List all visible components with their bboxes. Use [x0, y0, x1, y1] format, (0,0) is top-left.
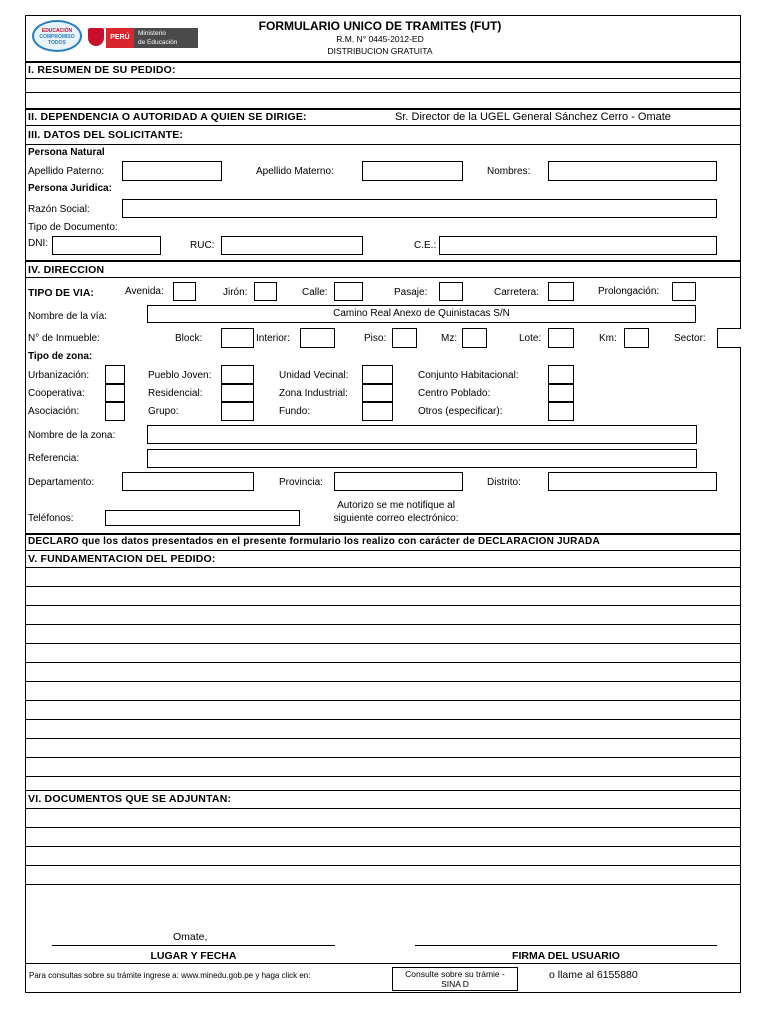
block-label: Block: [175, 333, 203, 344]
consulte-sinad-button[interactable]: Consulte sobre su trámie - SINA D [392, 967, 518, 991]
referencia-input[interactable] [147, 449, 697, 468]
rule [25, 260, 741, 262]
dni-input[interactable] [52, 236, 161, 255]
writing-line [25, 757, 741, 758]
writing-line [25, 586, 741, 587]
asociacion-checkbox[interactable] [105, 402, 125, 421]
zona-industrial-checkbox[interactable] [362, 384, 393, 402]
nombres-input[interactable] [548, 161, 717, 181]
calle-checkbox[interactable] [334, 282, 363, 301]
persona-juridica-label: Persona Juridica: [28, 183, 112, 194]
ruc-input[interactable] [221, 236, 363, 255]
lugar-fecha-label: LUGAR Y FECHA [150, 950, 237, 962]
km-input[interactable] [624, 328, 649, 348]
urbanizacion-label: Urbanización: [28, 370, 90, 381]
writing-line [25, 719, 741, 720]
firma-line [415, 945, 717, 946]
writing-line [25, 865, 741, 866]
rule [25, 533, 741, 535]
prolongacion-checkbox[interactable] [672, 282, 696, 301]
rule [25, 108, 741, 110]
form-title: FORMULARIO UNICO DE TRAMITES (FUT) [258, 19, 502, 33]
otros-label: Otros (especificar): [418, 406, 503, 417]
apellido-paterno-input[interactable] [122, 161, 222, 181]
carretera-checkbox[interactable] [548, 282, 574, 301]
writing-line [25, 776, 741, 777]
pueblo-joven-label: Pueblo Joven: [148, 370, 212, 381]
otros-checkbox[interactable] [548, 402, 574, 421]
writing-line [25, 662, 741, 663]
resumen-input[interactable] [26, 79, 740, 92]
telefonos-input[interactable] [105, 510, 300, 526]
telefono-text: o llame al 6155880 [549, 969, 638, 981]
coat-of-arms-icon [88, 28, 104, 46]
rule [25, 125, 741, 126]
tipo-via-label: TIPO DE VIA: [28, 287, 94, 299]
dni-label: DNI: [28, 238, 48, 249]
asociacion-label: Asociación: [28, 406, 80, 417]
rule [25, 277, 741, 278]
distribucion-text: DISTRIBUCION GRATUITA [327, 46, 433, 56]
section-documentos: VI. DOCUMENTOS QUE SE ADJUNTAN: [28, 793, 232, 805]
writing-line [25, 827, 741, 828]
writing-line [25, 624, 741, 625]
apellido-materno-input[interactable] [362, 161, 463, 181]
fundo-label: Fundo: [279, 406, 311, 417]
cooperativa-checkbox[interactable] [105, 384, 125, 402]
section-direccion: IV. DIRECCION [28, 264, 105, 276]
provincia-input[interactable] [334, 472, 463, 491]
fundo-checkbox[interactable] [362, 402, 393, 421]
cooperativa-label: Cooperativa: [28, 388, 85, 399]
persona-natural-label: Persona Natural [28, 147, 105, 158]
writing-line [25, 700, 741, 701]
departamento-label: Departamento: [28, 477, 95, 488]
section-solicitante: III. DATOS DEL SOLICITANTE: [28, 129, 184, 141]
jiron-checkbox[interactable] [254, 282, 277, 301]
razon-social-input[interactable] [122, 199, 717, 218]
ruc-label: RUC: [190, 240, 215, 251]
residencial-checkbox[interactable] [221, 384, 254, 402]
dependencia-value: Sr. Director de la UGEL General Sánchez Cerro - Omate [395, 111, 671, 123]
urbanizacion-checkbox[interactable] [105, 365, 125, 384]
writing-line [25, 605, 741, 606]
tipo-zona-label: Tipo de zona: [28, 351, 93, 362]
grupo-checkbox[interactable] [221, 402, 254, 421]
jiron-label: Jirón: [223, 287, 248, 298]
writing-line [25, 884, 741, 885]
residencial-label: Residencial: [148, 388, 203, 399]
telefonos-label: Teléfonos: [28, 513, 74, 524]
rule [25, 790, 741, 791]
lugar-line [52, 945, 335, 946]
piso-input[interactable] [392, 328, 417, 348]
calle-label: Calle: [302, 287, 328, 298]
nombre-via-label: Nombre de la vía: [28, 311, 107, 322]
writing-line [25, 738, 741, 739]
centro-poblado-checkbox[interactable] [548, 384, 574, 402]
unidad-vecinal-label: Unidad Vecinal: [279, 370, 349, 381]
consultas-text: Para consultas sobre su trámite ingrese a: www.minedu.gob.pe y haga click en: [29, 971, 311, 980]
prolongacion-label: Prolongación: [598, 286, 660, 297]
mz-input[interactable] [462, 328, 487, 348]
writing-line [25, 846, 741, 847]
interior-label: Interior: [256, 333, 290, 344]
avenida-checkbox[interactable] [173, 282, 196, 301]
rule [25, 550, 741, 551]
distrito-label: Distrito: [487, 477, 521, 488]
departamento-input[interactable] [122, 472, 254, 491]
declaracion-jurada: DECLARO que los datos presentados en el presente formulario los realizo con carácter de DECLARACION JURADA [28, 536, 600, 547]
pueblo-joven-checkbox[interactable] [221, 365, 254, 384]
nombre-via-input[interactable]: Camino Real Anexo de Quinistacas S/N [147, 305, 696, 323]
autorizo-line-1: Autorizo se me notifique al [337, 500, 455, 511]
nombres-label: Nombres: [487, 166, 531, 177]
pasaje-checkbox[interactable] [439, 282, 463, 301]
provincia-label: Provincia: [279, 477, 323, 488]
mz-label: Mz: [441, 333, 458, 344]
ce-input[interactable] [439, 236, 717, 255]
lote-label: Lote: [519, 333, 542, 344]
sector-input[interactable] [717, 328, 741, 348]
section-fundamentacion: V. FUNDAMENTACION DEL PEDIDO: [28, 553, 216, 565]
km-label: Km: [599, 333, 617, 344]
writing-line [25, 681, 741, 682]
peru-logo: PERÚ [106, 28, 134, 48]
referencia-label: Referencia: [28, 453, 80, 464]
block-input[interactable] [221, 328, 254, 348]
interior-input[interactable] [300, 328, 335, 348]
apellido-materno-label: Apellido Materno: [256, 166, 334, 177]
lugar-value: Omate, [173, 931, 208, 943]
rule [25, 61, 741, 63]
writing-line [25, 808, 741, 809]
apellido-paterno-label: Apellido Paterno: [28, 166, 105, 177]
pasaje-label: Pasaje: [394, 287, 428, 298]
carretera-label: Carretera: [494, 287, 540, 298]
ministerio-logo: Ministerio de Educación [134, 28, 198, 48]
writing-line [25, 643, 741, 644]
section-resumen: I. RESUMEN DE SU PEDIDO: [28, 64, 176, 76]
nombre-zona-label: Nombre de la zona: [28, 430, 116, 441]
education-logo: EDUCACIÓN COMPROMISO TODOS [32, 20, 82, 52]
razon-social-label: Razón Social: [28, 204, 90, 215]
rule [25, 963, 741, 964]
rule [25, 567, 741, 568]
rm-number: R.M. N° 0445-2012-ED [336, 34, 424, 44]
centro-poblado-label: Centro Poblado: [418, 388, 491, 399]
conjunto-checkbox[interactable] [548, 365, 574, 384]
inmueble-label: N° de Inmueble: [28, 333, 100, 344]
avenida-label: Avenida: [125, 286, 164, 297]
section-dependencia: II. DEPENDENCIA O AUTORIDAD A QUIEN SE DIRIGE: [28, 111, 307, 123]
distrito-input[interactable] [548, 472, 717, 491]
tipo-documento-label: Tipo de Documento: [28, 222, 118, 233]
zona-industrial-label: Zona Industrial: [279, 388, 348, 399]
rule [25, 144, 741, 145]
nombre-zona-input[interactable] [147, 425, 697, 444]
firma-label: FIRMA DEL USUARIO [512, 950, 620, 962]
lote-input[interactable] [548, 328, 574, 348]
rule [25, 92, 741, 93]
autorizo-line-2: siguiente correo electrónico: [333, 513, 459, 524]
piso-label: Piso: [364, 333, 387, 344]
sector-label: Sector: [674, 333, 706, 344]
unidad-vecinal-checkbox[interactable] [362, 365, 393, 384]
conjunto-label: Conjunto Habitacional: [418, 370, 519, 381]
ce-label: C.E.: [414, 240, 437, 251]
grupo-label: Grupo: [148, 406, 179, 417]
